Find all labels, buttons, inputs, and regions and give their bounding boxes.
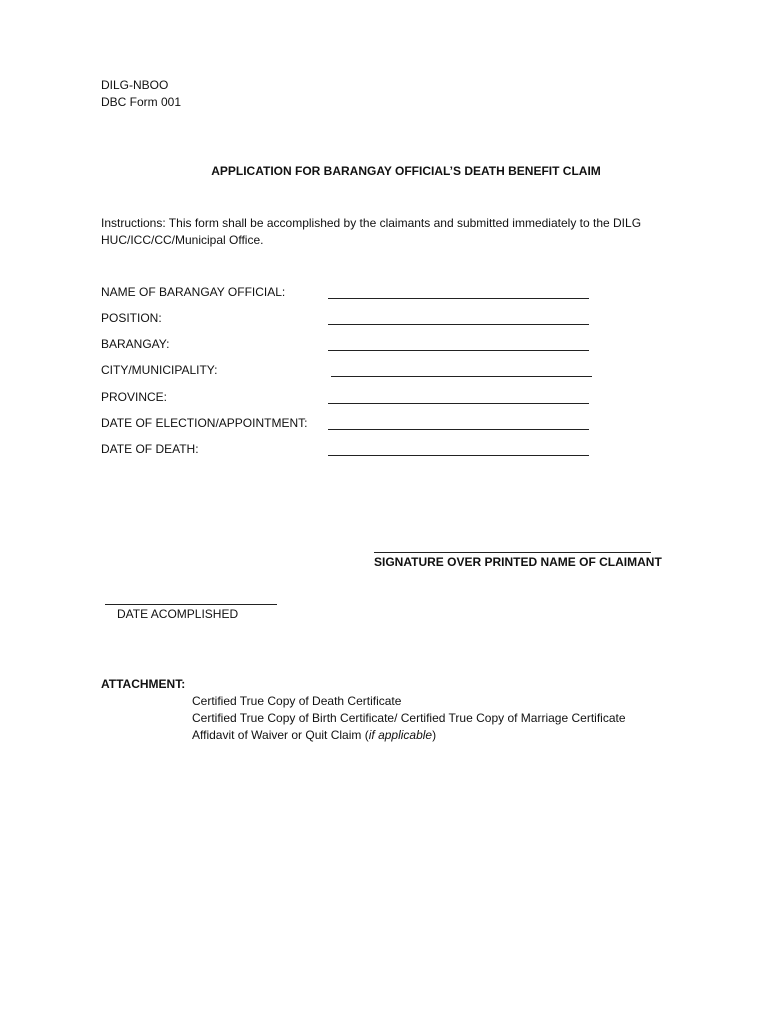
field-label-name: NAME OF BARANGAY OFFICIAL:: [101, 285, 286, 299]
field-label-election-date: DATE OF ELECTION/APPOINTMENT:: [101, 416, 308, 430]
field-label-city: CITY/MUNICIPALITY:: [101, 363, 218, 377]
field-line-barangay[interactable]: [328, 350, 589, 351]
attachment-item-death-certificate: Certified True Copy of Death Certificate: [192, 694, 402, 708]
field-label-province: PROVINCE:: [101, 390, 168, 404]
instructions-text: Instructions: This form shall be accomplished by the claimants and submitted immediately to the DILG HUC/ICC/CC/Municipal Office.: [101, 216, 642, 247]
attachment-item-affidavit: Affidavit of Waiver or Quit Claim (if applicable): [192, 728, 437, 742]
date-accomplished-line[interactable]: [105, 604, 277, 605]
attachment-heading: ATTACHMENT:: [101, 677, 186, 691]
field-line-name[interactable]: [328, 298, 589, 299]
field-line-province[interactable]: [328, 403, 589, 404]
form-title: APPLICATION FOR BARANGAY OFFICIAL’S DEATH BENEFIT CLAIM: [211, 164, 601, 178]
field-line-city[interactable]: [331, 376, 592, 377]
field-label-barangay: BARANGAY:: [101, 337, 170, 351]
field-line-election-date[interactable]: [328, 429, 589, 430]
attachment-item-birth-marriage-certificate: Certified True Copy of Birth Certificate/ Certified True Copy of Marriage Certificate: [192, 711, 626, 725]
field-line-position[interactable]: [328, 324, 589, 325]
form-number: DBC Form 001: [101, 95, 182, 109]
agency-code: DILG-NBOO: [101, 78, 169, 92]
field-line-death-date[interactable]: [328, 455, 589, 456]
field-label-position: POSITION:: [101, 311, 162, 325]
signature-label: SIGNATURE OVER PRINTED NAME OF CLAIMANT: [374, 555, 662, 569]
date-accomplished-label: DATE ACOMPLISHED: [117, 607, 239, 621]
field-label-death-date: DATE OF DEATH:: [101, 442, 199, 456]
attachment-item-affidavit-note: if applicable: [368, 728, 433, 742]
attachment-item-affidavit-text: Affidavit of Waiver or Quit Claim: [192, 728, 362, 742]
signature-line[interactable]: [374, 552, 651, 553]
